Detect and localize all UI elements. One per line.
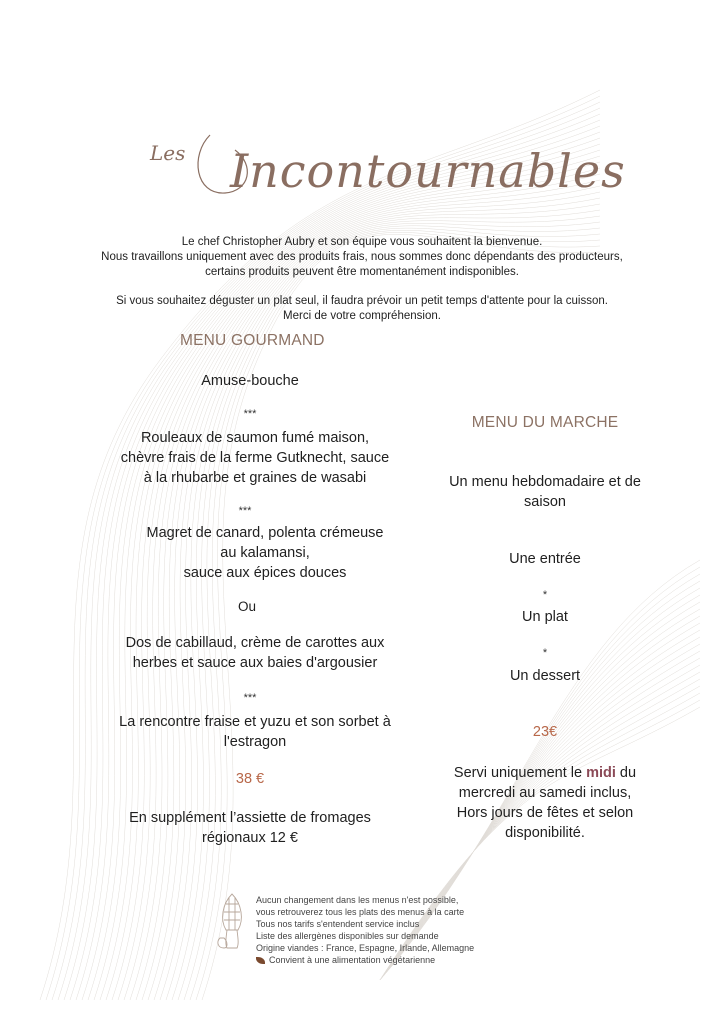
gourmand-supplement: En supplément l’assiette de fromages régionaux 12 € (129, 810, 371, 846)
footer-line: Origine viandes : France, Espagne, Irlande, Allemagne (256, 943, 475, 953)
intro-line: Merci de votre compréhension. (283, 310, 441, 322)
separator: * (542, 589, 548, 601)
menu-gourmand-title: MENU GOURMAND (180, 332, 325, 349)
footer-notes (256, 894, 556, 966)
title-main: Incontournables (230, 144, 626, 198)
title-script (140, 115, 626, 215)
intro-line: Si vous souhaitez déguster un plat seul, il faudra prévoir un petit temps d'attente pour la cuisson. (116, 295, 608, 307)
separator: *** (243, 408, 257, 420)
marche-served: Servi uniquement le midi du mercredi au samedi inclus, Hors jours de fêtes et selon disponibilité. (453, 765, 637, 841)
morel-illustration-icon (214, 890, 250, 952)
gourmand-price: 38 € (235, 771, 265, 787)
menu-marche-title: MENU DU MARCHE (471, 414, 619, 431)
separator: * (542, 647, 548, 659)
footer-line: vous retrouverez tous les plats des menus à la carte (256, 907, 465, 917)
marche-dessert: Un dessert (509, 668, 581, 684)
marche-price: 23€ (532, 724, 558, 740)
highlight-midi: midi (586, 765, 616, 781)
gourmand-amuse: Amuse-bouche (201, 373, 299, 389)
footer-veg-note: Convient à une alimentation végétarienne (256, 954, 556, 966)
page-title (140, 115, 626, 215)
footer-line: Tous nos tarifs s'entendent service inclus (256, 919, 420, 929)
gourmand-dessert: La rencontre fraise et yuzu et son sorbet à l'estragon (119, 714, 391, 750)
intro-text (60, 235, 664, 324)
marche-main: Un plat (522, 609, 568, 625)
marche-description: Un menu hebdomadaire et de saison (449, 474, 641, 510)
gourmand-main-2: Dos de cabillaud, crème de carottes aux herbes et sauce aux baies d'argousier (125, 635, 385, 671)
intro-line: Nous travaillons uniquement avec des produits frais, nous sommes donc dépendants des producteurs, (101, 251, 623, 263)
footer-line: Aucun changement dans les menus n'est possible, (256, 895, 459, 905)
title-prefix: Les (150, 141, 186, 165)
separator: *** (243, 692, 257, 704)
marche-starter: Une entrée (509, 551, 581, 567)
footer-line: Liste des allergènes disponibles sur demande (256, 931, 439, 941)
separator: *** (238, 505, 252, 517)
gourmand-starter: Rouleaux de saumon fumé maison, chèvre frais de la ferme Gutknecht, sauce à la rhubarbe et graines de wasabi (120, 430, 390, 486)
intro-line: Le chef Christopher Aubry et son équipe vous souhaitent la bienvenue. (181, 236, 543, 248)
gourmand-main-1: Magret de canard, polenta crémeuse au kalamansi, sauce aux épices douces (146, 525, 384, 581)
leaf-icon (256, 957, 265, 964)
gourmand-or: Ou (237, 599, 256, 614)
intro-line: certains produits peuvent être momentanément indisponibles. (205, 266, 519, 278)
